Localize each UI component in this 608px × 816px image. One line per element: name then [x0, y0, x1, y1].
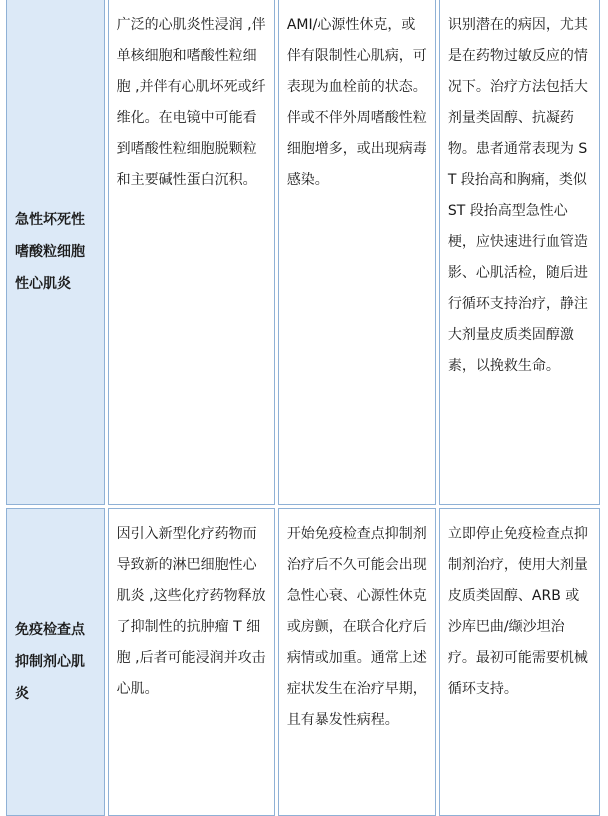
clinical-cell — [278, 508, 436, 816]
treatment-text: 识别潜在的病因，尤其是在药物过敏反应的情况下。治疗方法包括大剂量类固醇、抗凝药物。患者通常表现为 ST 段抬高和胸痛，类似 ST 段抬高型急性心梗，应快速进行血管造影、心肌活检，随后进行循环支持治疗，静注大剂量皮质类固醇激素，以挽救生命。 — [447, 17, 588, 374]
row-label: 急性坏死性嗜酸粒细胞性心肌炎 — [15, 212, 85, 292]
treatment-cell — [439, 0, 600, 505]
row-label: 免疫检查点抑制剂心肌炎 — [15, 622, 85, 702]
row-label-cell — [6, 508, 105, 816]
treatment-text: 立即停止免疫检查点抑制剂治疗，使用大剂量皮质类固醇、ARB 或沙库巴曲/缬沙坦治疗。最初可能需要机械循环支持。 — [447, 526, 588, 697]
treatment-cell — [439, 508, 600, 816]
pathology-cell — [108, 508, 275, 816]
clinical-text: AMI/心源性休克，或伴有限制性心肌病，可表现为血栓前的状态。伴或不伴外周嗜酸性粒细胞增多，或出现病毒感染。 — [286, 17, 427, 188]
myocarditis-table — [3, 0, 603, 816]
clinical-text: 开始免疫检查点抑制剂治疗后不久可能会出现急性心衰、心源性休克或房颤，在联合化疗后病情或加重。通常上述症状发生在治疗早期，且有暴发性病程。 — [286, 526, 427, 728]
table-row — [6, 0, 600, 505]
pathology-cell — [108, 0, 275, 505]
pathology-text: 广泛的心肌炎性浸润 ,伴单核细胞和嗜酸性粒细胞 ,并伴有心肌坏死或纤维化。在电镜中可能看到嗜酸性粒细胞脱颗粒和主要碱性蛋白沉积。 — [116, 17, 266, 188]
table-row — [6, 508, 600, 816]
row-label-cell — [6, 0, 105, 505]
clinical-cell — [278, 0, 436, 505]
pathology-text: 因引入新型化疗药物而导致新的淋巴细胞性心肌炎 ,这些化疗药物释放了抑制性的抗肿瘤 T 细胞 ,后者可能浸润并攻击心肌。 — [116, 526, 266, 697]
